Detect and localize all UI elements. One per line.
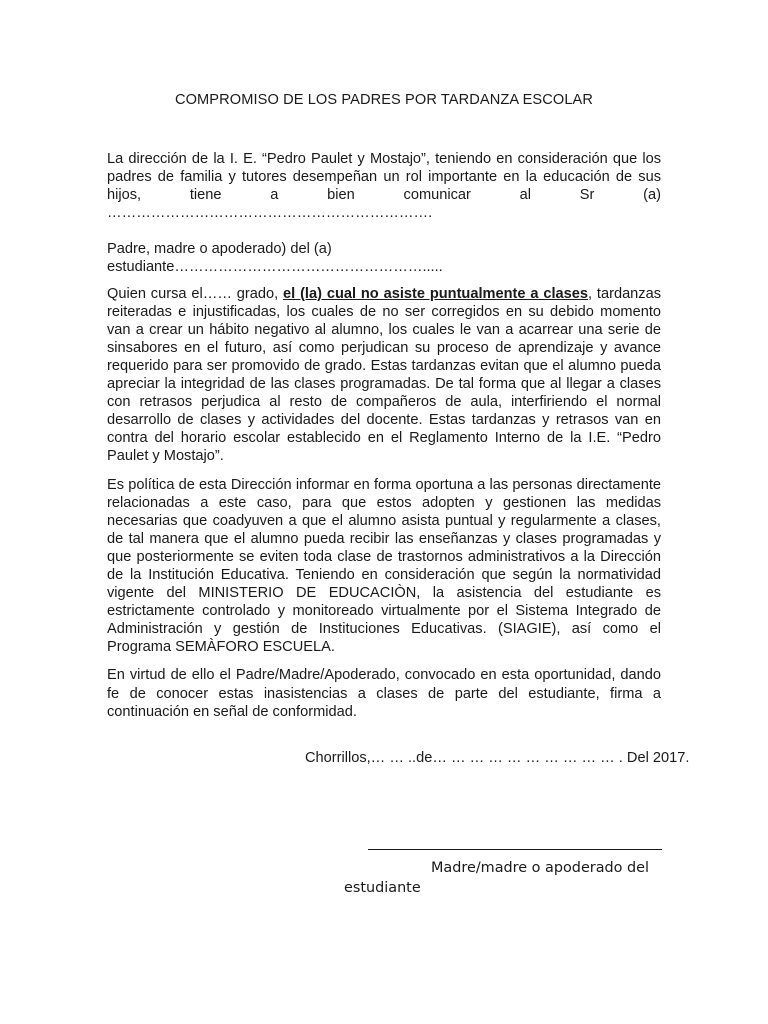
signature-line — [368, 849, 662, 850]
paragraph-cursa-pre: Quien cursa el…… grado, — [107, 285, 284, 302]
date-line: Chorrillos,… … ..de… … … … … … … … … … . Del 2017. — [305, 750, 690, 766]
paragraph-intro: La dirección de la I. E. “Pedro Paulet y Mostajo”, teniendo en consideración que los padres de familia y tutores desempeñan un rol importante en la educación de sus hijos, tiene a bien comunicar al Sr (a) …………………………………………………………. — [107, 151, 661, 222]
signature-label-line2: estudiante — [344, 880, 421, 896]
document-title: COMPROMISO DE LOS PADRES POR TARDANZA ESCOLAR — [174, 92, 594, 108]
paragraph-cursa-emphasis: el (la) cual no asiste puntualmente a clases — [283, 285, 588, 302]
paragraph-politica: Es política de esta Dirección informar en forma oportuna a las personas directamente relacionadas a este caso, para que estos adopten y gestionen las medidas necesarias que coadyuven a que el alumno asista puntual y regularmente a clases, de tal manera que el alumno pueda recibir las enseñanzas y clases programadas y que posteriormente se eviten toda clase de trastornos administrativos a la Dirección de la Institución Educativa. Teniendo en consideración que según la normatividad vigente del MINISTERIO DE EDUCACIÒN, la asistencia del estudiante es estrictamente controlado y monitoreado virtualmente por el Sistema Integrado de Administración y gestión de Instituciones Educativas. (SIAGIE), así como el Programa SEMÀFORO ESCUELA. — [107, 476, 661, 656]
signature-label-line1: Madre/madre o apoderado del — [431, 860, 650, 876]
document-body — [107, 150, 661, 731]
paragraph-cursa-post: , tardanzas reiteradas e injustificadas, los cuales de no ser corregidos en su debido momento van a crear un hábito negativo al alumno, los cuales le van a acarrear una serie de sinsabores en el futuro, así como perjudican su proceso de aprendizaje y avance requerido para ser promovido de grado. Estas tardanzas evitan que el alumno pueda apreciar la integridad de las clases programadas. De tal forma que al llegar a clases con retrasos perjudica al resto de compañeros de aula, interfiriendo el normal desarrollo de clases y actividades del docente. Estas tardanzas y retrasos van en contra del horario escolar establecido en el Reglamento Interno de la I.E. “Pedro Paulet y Mostajo”. — [107, 285, 662, 465]
paragraph-virtud: En virtud de ello el Padre/Madre/Apoderado, convocado en esta oportunidad, dando fe de conocer estas inasistencias a clases de parte del estudiante, firma a continuación en señal de conformidad. — [107, 667, 661, 720]
paragraph-padre: Padre, madre o apoderado) del (a) estudiante……………………………………………..... — [107, 241, 443, 276]
paragraph-cursa — [107, 285, 661, 466]
